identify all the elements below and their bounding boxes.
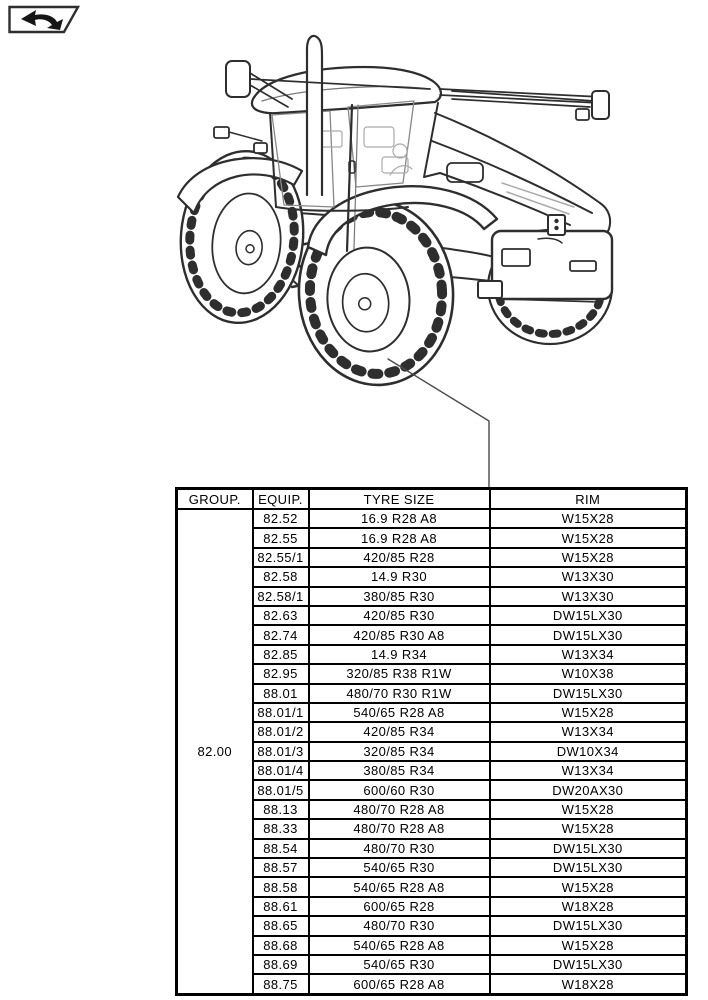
table-row	[177, 587, 687, 606]
table-header-row	[177, 489, 687, 510]
tyre-size-cell: 380/85 R34	[309, 761, 490, 780]
table-row	[177, 761, 687, 780]
rim-cell: W18X28	[490, 974, 687, 994]
table-row	[177, 684, 687, 703]
equip-cell: 88.61	[253, 897, 309, 916]
tyre-size-cell: 540/65 R28 A8	[309, 936, 490, 955]
table-row	[177, 625, 687, 644]
tyre-size-cell: 480/70 R28 A8	[309, 800, 490, 819]
table-row	[177, 800, 687, 819]
left-mirror	[226, 61, 250, 97]
cab-interior	[320, 127, 412, 175]
equip-cell: 82.85	[253, 645, 309, 664]
tow-hook	[478, 281, 502, 298]
rim-cell: W15X28	[490, 528, 687, 547]
table-row	[177, 528, 687, 547]
tyre-rim-table	[175, 487, 688, 996]
rim-cell: W15X28	[490, 936, 687, 955]
front-weights	[492, 231, 612, 299]
rim-cell: DW15LX30	[490, 955, 687, 974]
rim-cell: W10X38	[490, 664, 687, 683]
tyre-size-cell: 540/65 R30	[309, 955, 490, 974]
equip-cell: 82.55/1	[253, 548, 309, 567]
equip-cell: 88.75	[253, 974, 309, 994]
tractor-figure	[150, 15, 708, 490]
tyre-size-cell: 600/65 R28	[309, 897, 490, 916]
tyre-size-cell: 480/70 R28 A8	[309, 819, 490, 838]
rim-cell: DW15LX30	[490, 858, 687, 877]
hood-top	[435, 113, 600, 203]
table-row	[177, 509, 687, 528]
tyre-size-cell: 480/70 R30	[309, 916, 490, 935]
table-row	[177, 936, 687, 955]
group-header: GROUP.	[177, 489, 253, 510]
tyre-size-cell: 14.9 R34	[309, 645, 490, 664]
tyre-size-cell: 540/65 R30	[309, 858, 490, 877]
rim-cell: DW15LX30	[490, 625, 687, 644]
equip-cell: 88.01/5	[253, 780, 309, 799]
equip-cell: 88.65	[253, 916, 309, 935]
table-row	[177, 916, 687, 935]
right-mirror	[592, 91, 609, 119]
equip-cell: 88.13	[253, 800, 309, 819]
rim-cell: W15X28	[490, 800, 687, 819]
tyre-size-cell: 16.9 R28 A8	[309, 509, 490, 528]
table-row	[177, 897, 687, 916]
table-row	[177, 819, 687, 838]
tyre-size-cell: 600/65 R28 A8	[309, 974, 490, 994]
rim-cell: W15X28	[490, 819, 687, 838]
headlight	[447, 163, 483, 182]
rim-cell: DW15LX30	[490, 916, 687, 935]
equip-cell: 88.54	[253, 839, 309, 858]
tyre-size-cell: 420/85 R34	[309, 722, 490, 741]
rim-cell: W15X28	[490, 548, 687, 567]
rim-cell: W15X28	[490, 509, 687, 528]
rim-cell: W13X34	[490, 722, 687, 741]
rim-cell: W18X28	[490, 897, 687, 916]
rim-cell: W13X34	[490, 645, 687, 664]
table-row	[177, 645, 687, 664]
equip-cell: 88.01/2	[253, 722, 309, 741]
equip-cell: 82.52	[253, 509, 309, 528]
equip-cell: 82.74	[253, 625, 309, 644]
return-arrow-icon[interactable]	[8, 5, 84, 37]
equip-cell: 88.69	[253, 955, 309, 974]
left-sensor2	[254, 143, 267, 153]
group-cell: 82.00	[177, 509, 253, 994]
equip-header: EQUIP.	[253, 489, 309, 510]
tyre-size-cell: 320/85 R38 R1W	[309, 664, 490, 683]
rim-cell: DW15LX30	[490, 606, 687, 625]
table-row	[177, 722, 687, 741]
table-row	[177, 955, 687, 974]
table-row	[177, 664, 687, 683]
table-row	[177, 742, 687, 761]
table-row	[177, 780, 687, 799]
cab-roof	[252, 67, 441, 113]
rim-header: RIM	[490, 489, 687, 510]
tyre-size-cell: 600/60 R30	[309, 780, 490, 799]
tyre-size-cell: 320/85 R34	[309, 742, 490, 761]
table-row	[177, 567, 687, 586]
tyre-size-header: TYRE SIZE	[309, 489, 490, 510]
tyre-size-cell: 420/85 R28	[309, 548, 490, 567]
table-row	[177, 548, 687, 567]
tyre-size-cell: 480/70 R30 R1W	[309, 684, 490, 703]
rim-cell: DW15LX30	[490, 839, 687, 858]
rim-cell: W15X28	[490, 877, 687, 896]
tyre-size-cell: 420/85 R30 A8	[309, 625, 490, 644]
equip-cell: 88.57	[253, 858, 309, 877]
tyre-size-cell: 540/65 R28 A8	[309, 877, 490, 896]
equip-cell: 88.01/1	[253, 703, 309, 722]
equip-cell: 88.58	[253, 877, 309, 896]
rim-cell: DW15LX30	[490, 684, 687, 703]
table-row	[177, 703, 687, 722]
equip-cell: 82.63	[253, 606, 309, 625]
tyre-size-cell: 14.9 R30	[309, 567, 490, 586]
tyre-size-cell: 380/85 R30	[309, 587, 490, 606]
rim-cell: DW20AX30	[490, 780, 687, 799]
tyre-size-cell: 16.9 R28 A8	[309, 528, 490, 547]
table-row	[177, 974, 687, 994]
equip-cell: 82.95	[253, 664, 309, 683]
equip-cell: 82.55	[253, 528, 309, 547]
equip-cell: 88.33	[253, 819, 309, 838]
rim-cell: W13X34	[490, 761, 687, 780]
tyre-size-cell: 480/70 R30	[309, 839, 490, 858]
table-row	[177, 877, 687, 896]
right-sensor	[576, 109, 589, 120]
equip-cell: 82.58	[253, 567, 309, 586]
table-row	[177, 839, 687, 858]
tyre-size-cell: 540/65 R28 A8	[309, 703, 490, 722]
rim-cell: W15X28	[490, 703, 687, 722]
rim-cell: W13X30	[490, 567, 687, 586]
equip-cell: 88.01	[253, 684, 309, 703]
equip-cell: 82.58/1	[253, 587, 309, 606]
equip-cell: 88.01/3	[253, 742, 309, 761]
table-row	[177, 858, 687, 877]
rim-cell: W13X30	[490, 587, 687, 606]
weight-bracket	[548, 215, 565, 235]
tyre-size-cell: 420/85 R30	[309, 606, 490, 625]
equip-cell: 88.68	[253, 936, 309, 955]
rim-cell: DW10X34	[490, 742, 687, 761]
exhaust-pipe	[307, 36, 322, 195]
table-row	[177, 606, 687, 625]
left-sensor	[214, 127, 229, 138]
equip-cell: 88.01/4	[253, 761, 309, 780]
